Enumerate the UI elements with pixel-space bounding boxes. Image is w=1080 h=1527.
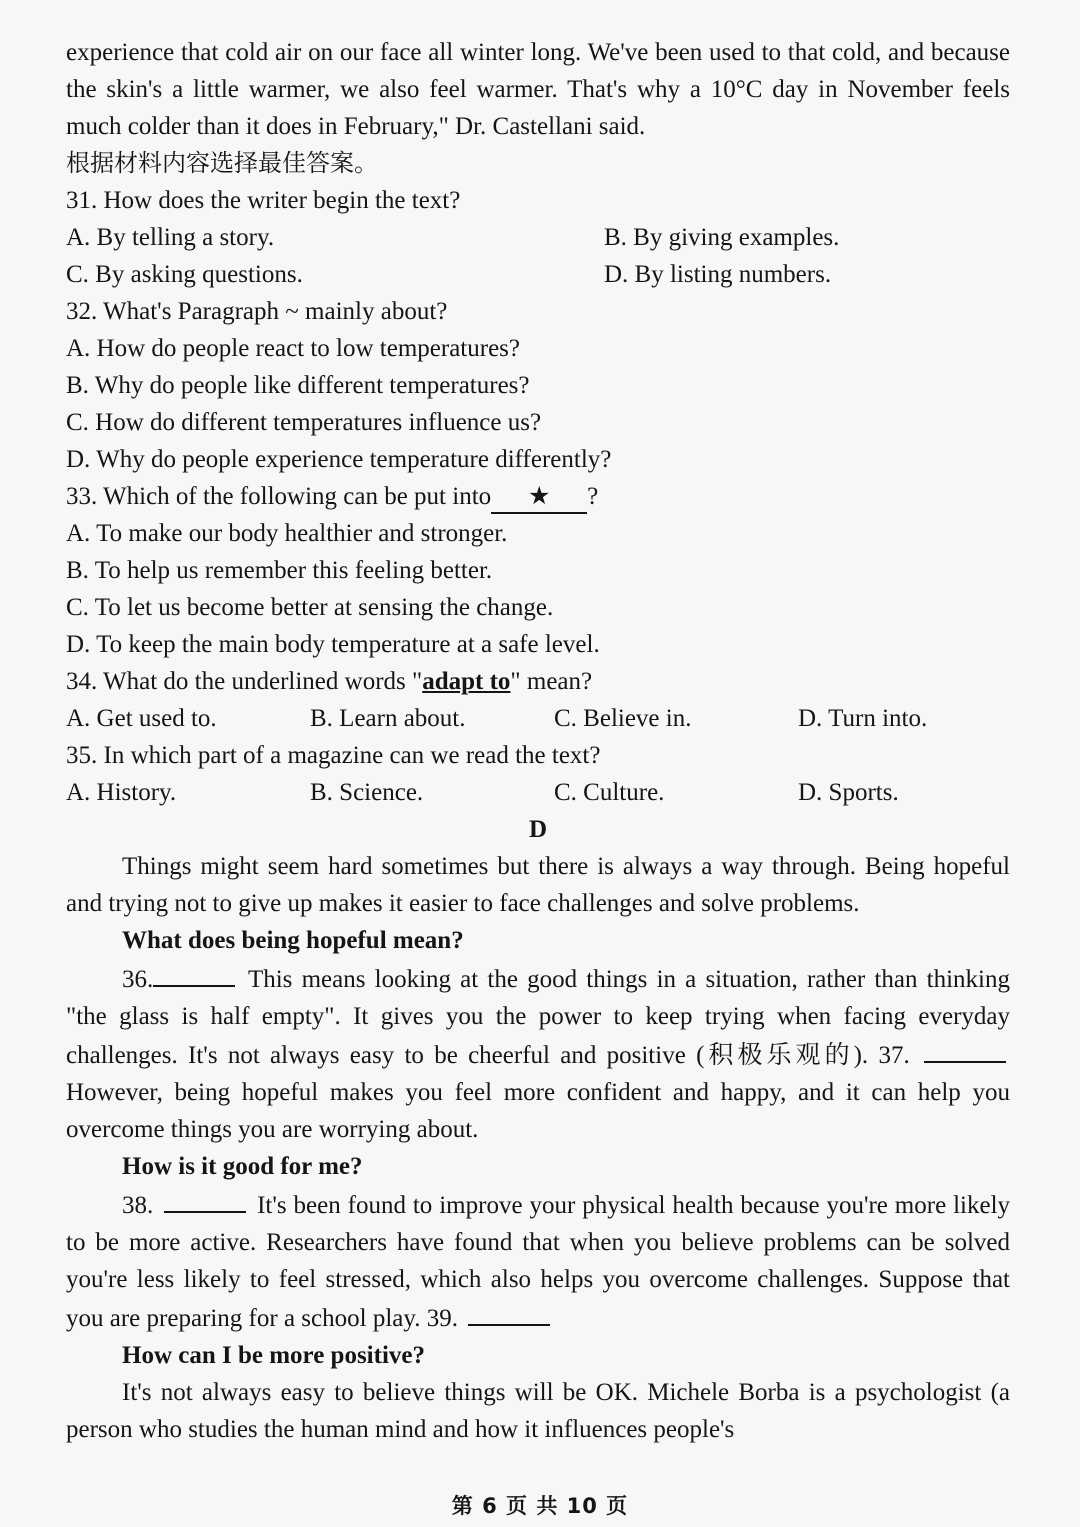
star-blank: ★	[491, 482, 587, 514]
q33-option-d: D. To keep the main body temperature at a safe level.	[66, 631, 600, 658]
q34-option-d: D. Turn into.	[798, 705, 928, 732]
question-33-stem	[66, 478, 1010, 515]
paragraph-36-37	[66, 959, 1010, 1148]
question-32-stem: 32. What's Paragraph ~ mainly about?	[66, 298, 448, 325]
q34-option-b: B. Learn about.	[310, 705, 466, 732]
question-34-stem	[66, 663, 1010, 700]
q32-option-a: A. How do people react to low temperatures?	[66, 335, 521, 362]
question-35-stem: 35. In which part of a magazine can we read the text?	[66, 742, 601, 769]
q34-stem-end: " mean?	[510, 668, 593, 695]
heading-be-more-positive: How can I be more positive?	[122, 1342, 425, 1369]
q33-option-b: B. To help us remember this feeling better.	[66, 557, 493, 584]
section-d-label: D	[528, 816, 548, 843]
q32-option-c: C. How do different temperatures influence us?	[66, 409, 542, 436]
q35-option-a: A. History.	[66, 779, 177, 806]
q31-option-d: D. By listing numbers.	[604, 261, 832, 288]
q34-stem-text: 34. What do the underlined words "	[66, 668, 423, 695]
q35-option-b: B. Science.	[310, 779, 424, 806]
underlined-words: adapt to	[422, 668, 511, 695]
q33-stem-end: ?	[587, 483, 599, 510]
heading-good-for-me: How is it good for me?	[122, 1153, 363, 1180]
blank-36-number: 36.	[122, 966, 154, 993]
q32-option-d: D. Why do people experience temperature differently?	[66, 446, 612, 473]
q34-option-a: A. Get used to.	[66, 705, 217, 732]
question-34-options	[66, 700, 1010, 737]
q31-option-b: B. By giving examples.	[604, 224, 840, 251]
question-31-stem: 31. How does the writer begin the text?	[66, 187, 461, 214]
q33-option-a: A. To make our body healthier and stronger.	[66, 520, 508, 547]
section-d-intro: Things might seem hard sometimes but there is always a way through. Being hopeful and trying not to give up makes it easier to face challenges and solve problems.	[66, 853, 1010, 917]
blank-37	[924, 1035, 1006, 1063]
q33-stem-text: 33. Which of the following can be put into	[66, 483, 492, 510]
heading-hopeful-meaning: What does being hopeful mean?	[122, 927, 464, 954]
paragraph-36-text: This means looking at the good things in a situation, rather than thinking "the glass is half empty". It gives you the power to keep trying when facing everyday challenges. It's not always easy to be cheerful and positive (积极乐观的). 37.	[66, 966, 1010, 1069]
blank-39	[468, 1298, 550, 1326]
question-31-options-row2	[66, 256, 1010, 293]
paragraph-38-text: It's been found to improve your physical health because you're more likely to be more active. Researchers have found that when you believe problems can be solved you're less likely to feel stressed, which also helps you overcome challenges. Suppose that you are preparing for a school play. 39.	[66, 1192, 1011, 1332]
paragraph-37-text: However, being hopeful makes you feel more confident and happy, and it can help you overcome things you are worrying about.	[66, 1079, 1010, 1143]
blank-38-number: 38.	[122, 1192, 154, 1219]
instruction: 根据材料内容选择最佳答案。	[66, 149, 378, 177]
q35-option-d: D. Sports.	[798, 779, 899, 806]
page-number-footer: 第 6 页 共 10 页	[451, 1494, 629, 1518]
q32-option-b: B. Why do people like different temperatures?	[66, 372, 530, 399]
q31-option-a: A. By telling a story.	[66, 224, 275, 251]
q35-option-c: C. Culture.	[554, 779, 665, 806]
question-35-options	[66, 774, 1010, 811]
blank-36	[153, 959, 235, 987]
blank-38	[164, 1185, 246, 1213]
paragraph-positive: It's not always easy to believe things will be OK. Michele Borba is a psychologist (a person who studies the human mind and how it influences people's	[66, 1379, 1010, 1443]
q33-option-c: C. To let us become better at sensing the change.	[66, 594, 554, 621]
q34-option-c: C. Believe in.	[554, 705, 692, 732]
paragraph-38-39	[66, 1185, 1010, 1337]
q31-option-c: C. By asking questions.	[66, 261, 303, 288]
question-31-options-row1	[66, 219, 1010, 256]
passage-c-ending: experience that cold air on our face all winter long. We've been used to that cold, and because the skin's a little warmer, we also feel warmer. That's why a 10°C day in November feels much colder than it does in February," Dr. Castellani said.	[66, 39, 1010, 140]
exam-page	[66, 34, 1010, 1448]
